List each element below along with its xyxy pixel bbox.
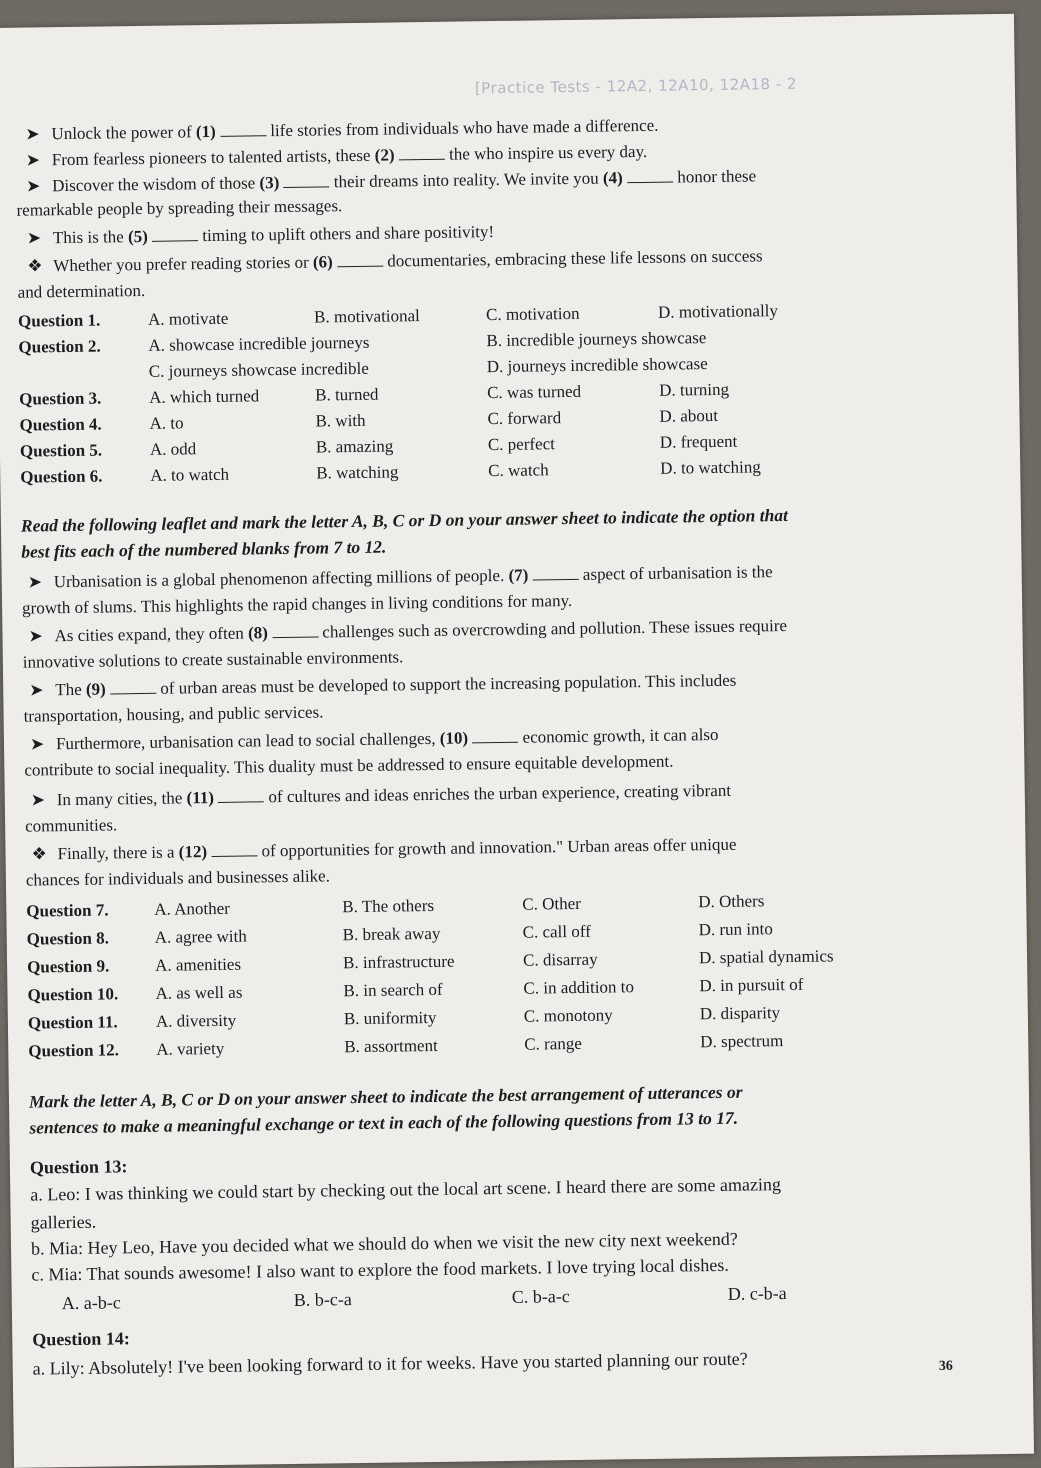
blank-2[interactable] bbox=[399, 145, 445, 161]
q10-option-c[interactable]: C. in addition to bbox=[523, 977, 635, 998]
q5-option-d[interactable]: D. frequent bbox=[659, 431, 738, 452]
passage1-line4: remarkable people by spreading their messages. bbox=[16, 196, 343, 220]
q1-option-a[interactable]: A. motivate bbox=[147, 308, 229, 329]
q12-option-c[interactable]: C. range bbox=[524, 1033, 582, 1054]
passage2-line3: ➤ As cities expand, they often (8) challenges such as overcrowding and pollution. These issues require bbox=[28, 615, 788, 646]
q1-option-c[interactable]: C. motivation bbox=[485, 303, 580, 325]
q3-option-a[interactable]: A. which turned bbox=[149, 386, 260, 407]
arrow-bullet-icon: ➤ bbox=[28, 626, 43, 646]
q11-option-d[interactable]: D. disparity bbox=[699, 1003, 781, 1024]
diamond-bullet-icon: ❖ bbox=[27, 256, 43, 276]
blank-10[interactable] bbox=[472, 728, 518, 744]
passage2-line8: contribute to social inequality. This duality must be addressed to ensure equitable development. bbox=[24, 751, 674, 780]
q9-option-d[interactable]: D. spatial dynamics bbox=[698, 946, 834, 968]
q4-label: Question 4. bbox=[19, 414, 102, 435]
q13-label: Question 13: bbox=[29, 1156, 128, 1178]
instruction-3-line1: Mark the letter A, B, C or D on your answer sheet to indicate the best arrangement of utterances or bbox=[28, 1081, 743, 1112]
q4-option-b[interactable]: B. with bbox=[315, 410, 366, 431]
q2-option-b[interactable]: B. incredible journeys showcase bbox=[486, 328, 707, 351]
q3-label: Question 3. bbox=[19, 388, 102, 409]
q2-option-d[interactable]: D. journeys incredible showcase bbox=[486, 354, 708, 377]
instruction-2-line2: best fits each of the numbered blanks from 7 to 12. bbox=[21, 536, 387, 562]
diamond-bullet-icon: ❖ bbox=[31, 844, 47, 864]
q7-label: Question 7. bbox=[26, 900, 109, 921]
passage2-line1: ➤ Urbanisation is a global phenomenon affecting millions of people. (7) aspect of urbanisation is the bbox=[27, 562, 773, 592]
page-number: 36 bbox=[938, 1358, 953, 1374]
q2-label: Question 2. bbox=[18, 336, 101, 357]
q8-option-b[interactable]: B. break away bbox=[342, 923, 441, 945]
q9-option-a[interactable]: A. amenities bbox=[154, 954, 242, 975]
q11-option-c[interactable]: C. monotony bbox=[523, 1005, 613, 1026]
arrow-bullet-icon: ➤ bbox=[27, 572, 43, 592]
blank-3[interactable] bbox=[283, 172, 329, 188]
q5-label: Question 5. bbox=[19, 440, 103, 461]
q2-option-c[interactable]: C. journeys showcase incredible bbox=[148, 358, 369, 381]
q12-option-a[interactable]: A. variety bbox=[156, 1038, 225, 1059]
passage2-line5: ➤ The (9) of urban areas must be developed to support the increasing population. This includes bbox=[29, 670, 737, 700]
q6-option-a[interactable]: A. to watch bbox=[150, 464, 230, 485]
passage2-line6: transportation, housing, and public services. bbox=[23, 702, 324, 726]
q6-label: Question 6. bbox=[20, 466, 103, 487]
q6-option-c[interactable]: C. watch bbox=[488, 460, 549, 481]
blank-11[interactable] bbox=[218, 787, 264, 803]
blank-9[interactable] bbox=[110, 679, 156, 695]
q4-option-c[interactable]: C. forward bbox=[487, 408, 562, 429]
arrow-bullet-icon: ➤ bbox=[25, 150, 41, 170]
q3-option-c[interactable]: C. was turned bbox=[487, 381, 582, 403]
blank-8[interactable] bbox=[272, 623, 318, 639]
q10-option-a[interactable]: A. as well as bbox=[155, 982, 243, 1003]
arrow-bullet-icon: ➤ bbox=[26, 176, 41, 196]
passage2-line10: communities. bbox=[25, 815, 118, 836]
passage1-line7: and determination. bbox=[17, 280, 146, 302]
q4-option-a[interactable]: A. to bbox=[149, 413, 184, 433]
q13-line-b: b. Mia: Hey Leo, Have you decided what we should do when we visit the new city next weekend? bbox=[30, 1228, 738, 1259]
q13-line-a: a. Leo: I was thinking we could start by checking out the local art scene. I heard there are some amazing bbox=[30, 1174, 782, 1205]
passage1-line6: ❖ Whether you prefer reading stories or (6) documentaries, embracing these life lessons on success bbox=[27, 246, 763, 276]
q13-line-c: c. Mia: That sounds awesome! I also want to explore the food markets. I love trying local dishes. bbox=[31, 1254, 729, 1285]
q13-option-b[interactable]: B. b-c-a bbox=[293, 1289, 352, 1310]
q5-option-c[interactable]: C. perfect bbox=[487, 434, 556, 455]
q11-option-a[interactable]: A. diversity bbox=[155, 1010, 237, 1031]
q10-option-d[interactable]: D. in pursuit of bbox=[699, 974, 804, 996]
q13-option-c[interactable]: C. b-a-c bbox=[511, 1286, 570, 1307]
arrow-bullet-icon: ➤ bbox=[26, 228, 42, 248]
q10-option-b[interactable]: B. in search of bbox=[343, 979, 443, 1001]
q7-option-b[interactable]: B. The others bbox=[342, 895, 435, 917]
q2-option-a[interactable]: A. showcase incredible journeys bbox=[148, 332, 370, 355]
q12-option-b[interactable]: B. assortment bbox=[344, 1035, 438, 1057]
q8-option-d[interactable]: D. run into bbox=[698, 919, 773, 940]
blank-1[interactable] bbox=[220, 121, 266, 137]
q9-option-b[interactable]: B. infrastructure bbox=[342, 951, 455, 973]
q8-option-c[interactable]: C. call off bbox=[522, 921, 591, 942]
instruction-2-line1: Read the following leaflet and mark the letter A, B, C or D on your answer sheet to indicate the option that bbox=[20, 504, 789, 536]
q9-option-c[interactable]: C. disarray bbox=[522, 949, 598, 970]
q13-option-a[interactable]: A. a-b-c bbox=[61, 1292, 121, 1314]
q12-label: Question 12. bbox=[28, 1040, 120, 1061]
q14-label: Question 14: bbox=[32, 1328, 130, 1350]
arrow-bullet-icon: ➤ bbox=[30, 790, 46, 810]
q6-option-d[interactable]: D. to watching bbox=[660, 457, 761, 478]
q1-option-b[interactable]: B. motivational bbox=[313, 306, 420, 327]
q9-label: Question 9. bbox=[26, 956, 110, 977]
q3-option-b[interactable]: B. turned bbox=[315, 384, 379, 405]
page-header: [Practice Tests - 12A2, 12A10, 12A18 - 2 bbox=[474, 74, 798, 98]
passage2-line12: chances for individuals and businesses alike. bbox=[25, 866, 331, 890]
q11-label: Question 11. bbox=[27, 1012, 118, 1033]
q7-option-d[interactable]: D. Others bbox=[698, 891, 765, 912]
q8-label: Question 8. bbox=[26, 928, 110, 949]
arrow-bullet-icon: ➤ bbox=[25, 124, 40, 144]
passage2-line9: ➤ In many cities, the (11) of cultures and ideas enriches the urban experience, creating vibrant bbox=[30, 780, 732, 810]
q1-label: Question 1. bbox=[17, 310, 101, 331]
blank-6[interactable] bbox=[337, 252, 383, 268]
passage2-line11: ❖ Finally, there is a (12) of opportunities for growth and innovation." Urban areas offer unique bbox=[31, 834, 737, 864]
q13-option-d[interactable]: D. c-b-a bbox=[727, 1283, 787, 1304]
q13-line-a-cont: galleries. bbox=[30, 1211, 97, 1233]
q7-option-a[interactable]: A. Another bbox=[154, 898, 230, 919]
instruction-3-line2: sentences to make a meaningful exchange or text in each of the following questions from 13 to 17. bbox=[29, 1107, 739, 1138]
passage2-line4: innovative solutions to create sustainable environments. bbox=[22, 647, 404, 672]
blank-7[interactable] bbox=[532, 565, 578, 581]
passage1-line5: ➤ This is the (5) timing to uplift others and share positivity! bbox=[26, 222, 495, 248]
worksheet-page bbox=[0, 14, 1034, 1468]
q11-option-b[interactable]: B. uniformity bbox=[343, 1007, 437, 1029]
arrow-bullet-icon: ➤ bbox=[29, 680, 44, 700]
passage2-line7: ➤ Furthermore, urbanisation can lead to social challenges, (10) economic growth, it can also bbox=[29, 724, 719, 754]
blank-12[interactable] bbox=[211, 841, 257, 857]
passage1-line3: ➤ Discover the wisdom of those (3) their dreams into reality. We invite you (4) honor these bbox=[26, 166, 757, 196]
q1-option-d[interactable]: D. motivationally bbox=[657, 301, 779, 322]
blank-5[interactable] bbox=[152, 226, 198, 242]
q14-line-a: a. Lily: Absolutely! I've been looking forward to it for weeks. Have you started planning our route? bbox=[32, 1348, 748, 1379]
q5-option-a[interactable]: A. odd bbox=[149, 439, 197, 459]
passage2-line2: growth of slums. This highlights the rapid changes in living conditions for many. bbox=[21, 590, 573, 618]
q7-option-c[interactable]: C. Other bbox=[522, 893, 581, 914]
q8-option-a[interactable]: A. agree with bbox=[154, 926, 247, 947]
passage1-line2: ➤ From fearless pioneers to talented artists, these (2) the who inspire us every day. bbox=[25, 141, 648, 170]
q12-option-d[interactable]: D. spectrum bbox=[700, 1031, 784, 1052]
blank-4[interactable] bbox=[627, 168, 673, 184]
q4-option-d[interactable]: D. about bbox=[659, 405, 719, 426]
q5-option-b[interactable]: B. amazing bbox=[315, 436, 394, 457]
q10-label: Question 10. bbox=[27, 984, 119, 1005]
arrow-bullet-icon: ➤ bbox=[29, 734, 45, 754]
passage1-line1: ➤ Unlock the power of (1) life stories from individuals who have made a difference. bbox=[25, 115, 659, 144]
q3-option-d[interactable]: D. turning bbox=[658, 379, 730, 400]
q6-option-b[interactable]: B. watching bbox=[316, 462, 399, 483]
